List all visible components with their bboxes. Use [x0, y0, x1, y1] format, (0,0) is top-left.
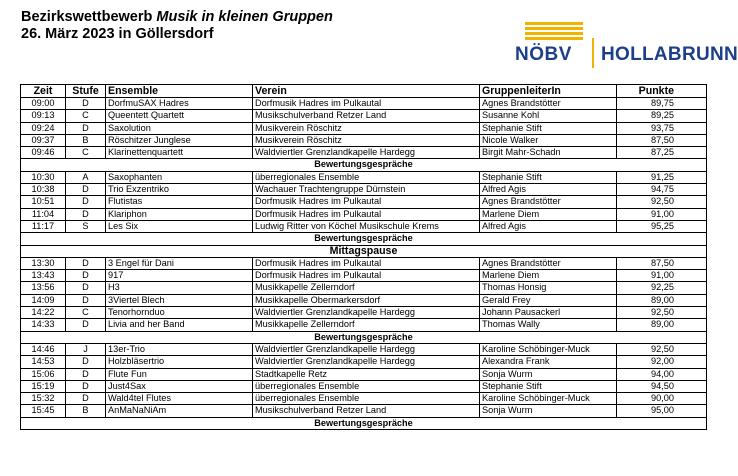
cell-stufe: D: [66, 356, 106, 368]
break-label: Bewertungsgespräche: [21, 233, 707, 245]
cell-ensemble: H3: [106, 282, 253, 294]
cell-gruppenleiter: Sonja Wurm: [480, 405, 617, 417]
cell-punkte: 95,25: [617, 220, 707, 232]
break-label: Bewertungsgespräche: [21, 331, 707, 343]
break-label: Bewertungsgespräche: [21, 417, 707, 429]
break-row: [21, 245, 707, 257]
cell-verein: Musikkapelle Zellerndorf: [253, 282, 480, 294]
cell-ensemble: Saxophanten: [106, 171, 253, 183]
cell-punkte: 87,50: [617, 257, 707, 269]
table-row: [21, 307, 707, 319]
cell-verein: Dorfmusik Hadres im Pulkautal: [253, 208, 480, 220]
cell-gruppenleiter: Agnes Brandstötter: [480, 98, 617, 110]
cell-stufe: C: [66, 147, 106, 159]
cell-stufe: A: [66, 171, 106, 183]
table-row: [21, 122, 707, 134]
cell-punkte: 95,00: [617, 405, 707, 417]
cell-ensemble: 3 Engel für Dani: [106, 257, 253, 269]
cell-punkte: 94,75: [617, 184, 707, 196]
cell-stufe: J: [66, 343, 106, 355]
cell-stufe: D: [66, 319, 106, 331]
cell-stufe: D: [66, 257, 106, 269]
cell-zeit: 14:22: [21, 307, 66, 319]
title-italic: Musik in kleinen Gruppen: [156, 9, 333, 25]
logo-hollabrunn-text: HOLLABRUNN: [601, 44, 738, 65]
cell-zeit: 09:24: [21, 122, 66, 134]
cell-zeit: 11:17: [21, 220, 66, 232]
cell-ensemble: Klarinettenquartett: [106, 147, 253, 159]
cell-gruppenleiter: Thomas Honsig: [480, 282, 617, 294]
cell-gruppenleiter: Birgit Mahr-Schadn: [480, 147, 617, 159]
cell-stufe: D: [66, 196, 106, 208]
cell-verein: Waldviertler Grenzlandkapelle Hardegg: [253, 147, 480, 159]
cell-punkte: 90,00: [617, 393, 707, 405]
cell-zeit: 13:30: [21, 257, 66, 269]
cell-punkte: 92,00: [617, 356, 707, 368]
noebv-hollabrunn-logo: [515, 22, 738, 68]
cell-punkte: 87,50: [617, 134, 707, 146]
cell-verein: Dorfmusik Hadres im Pulkautal: [253, 98, 480, 110]
cell-punkte: 89,00: [617, 319, 707, 331]
cell-zeit: 10:51: [21, 196, 66, 208]
title-prefix: Bezirkswettbewerb: [21, 9, 157, 25]
cell-stufe: D: [66, 294, 106, 306]
logo-noebv-text: NÖBV: [515, 44, 572, 65]
cell-ensemble: Just4Sax: [106, 380, 253, 392]
cell-stufe: D: [66, 208, 106, 220]
cell-punkte: 93,75: [617, 122, 707, 134]
cell-verein: Musikverein Röschitz: [253, 122, 480, 134]
cell-stufe: D: [66, 282, 106, 294]
cell-zeit: 15:19: [21, 380, 66, 392]
cell-stufe: C: [66, 307, 106, 319]
schedule-body: [21, 98, 707, 430]
cell-stufe: D: [66, 98, 106, 110]
cell-zeit: 09:37: [21, 134, 66, 146]
table-header-row: [21, 85, 707, 98]
col-ensemble: Ensemble: [106, 85, 253, 98]
cell-verein: Dorfmusik Hadres im Pulkautal: [253, 270, 480, 282]
cell-punkte: 91,25: [617, 171, 707, 183]
cell-punkte: 89,25: [617, 110, 707, 122]
cell-verein: Wachauer Trachtengruppe Dürnstein: [253, 184, 480, 196]
cell-zeit: 09:00: [21, 98, 66, 110]
cell-punkte: 91,00: [617, 208, 707, 220]
cell-zeit: 11:04: [21, 208, 66, 220]
cell-gruppenleiter: Alfred Agis: [480, 220, 617, 232]
table-row: [21, 356, 707, 368]
cell-ensemble: DorfmuSAX Hadres: [106, 98, 253, 110]
cell-verein: überregionales Ensemble: [253, 171, 480, 183]
cell-stufe: D: [66, 270, 106, 282]
table-row: [21, 368, 707, 380]
cell-punkte: 89,75: [617, 98, 707, 110]
cell-ensemble: Queentett Quartett: [106, 110, 253, 122]
table-row: [21, 405, 707, 417]
cell-verein: Ludwig Ritter von Köchel Musikschule Krems: [253, 220, 480, 232]
cell-zeit: 15:32: [21, 393, 66, 405]
page-title: [21, 9, 333, 43]
cell-gruppenleiter: Sonja Wurm: [480, 368, 617, 380]
table-row: [21, 220, 707, 232]
col-stufe: Stufe: [66, 85, 106, 98]
table-row: [21, 134, 707, 146]
table-row: [21, 98, 707, 110]
cell-gruppenleiter: Susanne Kohl: [480, 110, 617, 122]
cell-ensemble: Flutistas: [106, 196, 253, 208]
cell-verein: Musikverein Röschitz: [253, 134, 480, 146]
table-row: [21, 270, 707, 282]
cell-ensemble: Les Six: [106, 220, 253, 232]
cell-punkte: 94,00: [617, 368, 707, 380]
cell-zeit: 14:33: [21, 319, 66, 331]
cell-zeit: 14:46: [21, 343, 66, 355]
cell-gruppenleiter: Johann Pausackerl: [480, 307, 617, 319]
cell-verein: Musikschulverband Retzer Land: [253, 405, 480, 417]
cell-zeit: 10:30: [21, 171, 66, 183]
cell-stufe: D: [66, 184, 106, 196]
cell-verein: überregionales Ensemble: [253, 393, 480, 405]
cell-gruppenleiter: Alfred Agis: [480, 184, 617, 196]
cell-ensemble: 3Viertel Blech: [106, 294, 253, 306]
cell-gruppenleiter: Agnes Brandstötter: [480, 257, 617, 269]
cell-ensemble: AnMaNaNiAm: [106, 405, 253, 417]
cell-zeit: 13:56: [21, 282, 66, 294]
cell-ensemble: 13er-Trio: [106, 343, 253, 355]
cell-punkte: 89,00: [617, 294, 707, 306]
cell-stufe: B: [66, 405, 106, 417]
break-label: Bewertungsgespräche: [21, 159, 707, 171]
cell-zeit: 15:45: [21, 405, 66, 417]
cell-zeit: 10:38: [21, 184, 66, 196]
cell-stufe: D: [66, 122, 106, 134]
cell-verein: Musikkapelle Zellerndorf: [253, 319, 480, 331]
cell-gruppenleiter: Agnes Brandstötter: [480, 196, 617, 208]
table-row: [21, 343, 707, 355]
cell-gruppenleiter: Karoline Schöbinger-Muck: [480, 393, 617, 405]
cell-gruppenleiter: Stephanie Stift: [480, 122, 617, 134]
col-punkte: Punkte: [617, 85, 707, 98]
cell-stufe: C: [66, 110, 106, 122]
col-zeit: Zeit: [21, 85, 66, 98]
table-row: [21, 380, 707, 392]
cell-zeit: 13:43: [21, 270, 66, 282]
cell-gruppenleiter: Nicole Walker: [480, 134, 617, 146]
cell-verein: überregionales Ensemble: [253, 380, 480, 392]
competition-title: [21, 9, 333, 26]
cell-gruppenleiter: Alexandra Frank: [480, 356, 617, 368]
table-row: [21, 319, 707, 331]
cell-stufe: D: [66, 368, 106, 380]
cell-gruppenleiter: Karoline Schöbinger-Muck: [480, 343, 617, 355]
cell-ensemble: Trio Exzentriko: [106, 184, 253, 196]
cell-punkte: 92,50: [617, 307, 707, 319]
cell-punkte: 92,50: [617, 343, 707, 355]
cell-gruppenleiter: Marlene Diem: [480, 208, 617, 220]
cell-zeit: 14:53: [21, 356, 66, 368]
cell-ensemble: Saxolution: [106, 122, 253, 134]
cell-gruppenleiter: Stephanie Stift: [480, 380, 617, 392]
cell-zeit: 15:06: [21, 368, 66, 380]
table-row: [21, 208, 707, 220]
cell-gruppenleiter: Stephanie Stift: [480, 171, 617, 183]
cell-ensemble: Wald4tel Flutes: [106, 393, 253, 405]
break-row: [21, 233, 707, 245]
table-row: [21, 257, 707, 269]
cell-punkte: 92,25: [617, 282, 707, 294]
break-label: Mittagspause: [21, 245, 707, 257]
cell-verein: Musikkapelle Obermarkersdorf: [253, 294, 480, 306]
table-row: [21, 393, 707, 405]
cell-verein: Waldviertler Grenzlandkapelle Hardegg: [253, 356, 480, 368]
cell-verein: Waldviertler Grenzlandkapelle Hardegg: [253, 343, 480, 355]
cell-ensemble: Holzbläsertrio: [106, 356, 253, 368]
col-verein: Verein: [253, 85, 480, 98]
cell-stufe: D: [66, 393, 106, 405]
cell-stufe: S: [66, 220, 106, 232]
schedule-table: [20, 84, 707, 430]
break-row: [21, 159, 707, 171]
cell-verein: Dorfmusik Hadres im Pulkautal: [253, 257, 480, 269]
cell-punkte: 94,50: [617, 380, 707, 392]
col-gruppenleiter: GruppenleiterIn: [480, 85, 617, 98]
cell-zeit: 14:09: [21, 294, 66, 306]
table-row: [21, 184, 707, 196]
cell-verein: Stadtkapelle Retz: [253, 368, 480, 380]
cell-verein: Dorfmusik Hadres im Pulkautal: [253, 196, 480, 208]
cell-verein: Waldviertler Grenzlandkapelle Hardegg: [253, 307, 480, 319]
event-date: 26. März 2023 in Göllersdorf: [21, 26, 214, 42]
cell-gruppenleiter: Marlene Diem: [480, 270, 617, 282]
cell-verein: Musikschulverband Retzer Land: [253, 110, 480, 122]
break-row: [21, 417, 707, 429]
cell-ensemble: Flute Fun: [106, 368, 253, 380]
break-row: [21, 331, 707, 343]
cell-stufe: B: [66, 134, 106, 146]
cell-stufe: D: [66, 380, 106, 392]
cell-zeit: 09:13: [21, 110, 66, 122]
table-row: [21, 171, 707, 183]
cell-ensemble: Tenorhornduo: [106, 307, 253, 319]
cell-punkte: 87,25: [617, 147, 707, 159]
logo-mark-icon: [525, 22, 583, 42]
cell-ensemble: Klariphon: [106, 208, 253, 220]
logo-divider: [592, 38, 594, 68]
table-row: [21, 147, 707, 159]
cell-ensemble: Röschitzer Junglese: [106, 134, 253, 146]
cell-gruppenleiter: Gerald Frey: [480, 294, 617, 306]
cell-punkte: 92,50: [617, 196, 707, 208]
cell-ensemble: Livia and her Band: [106, 319, 253, 331]
table-row: [21, 294, 707, 306]
table-row: [21, 282, 707, 294]
cell-punkte: 91,00: [617, 270, 707, 282]
cell-ensemble: 917: [106, 270, 253, 282]
table-row: [21, 110, 707, 122]
cell-zeit: 09:46: [21, 147, 66, 159]
table-row: [21, 196, 707, 208]
cell-gruppenleiter: Thomas Wally: [480, 319, 617, 331]
